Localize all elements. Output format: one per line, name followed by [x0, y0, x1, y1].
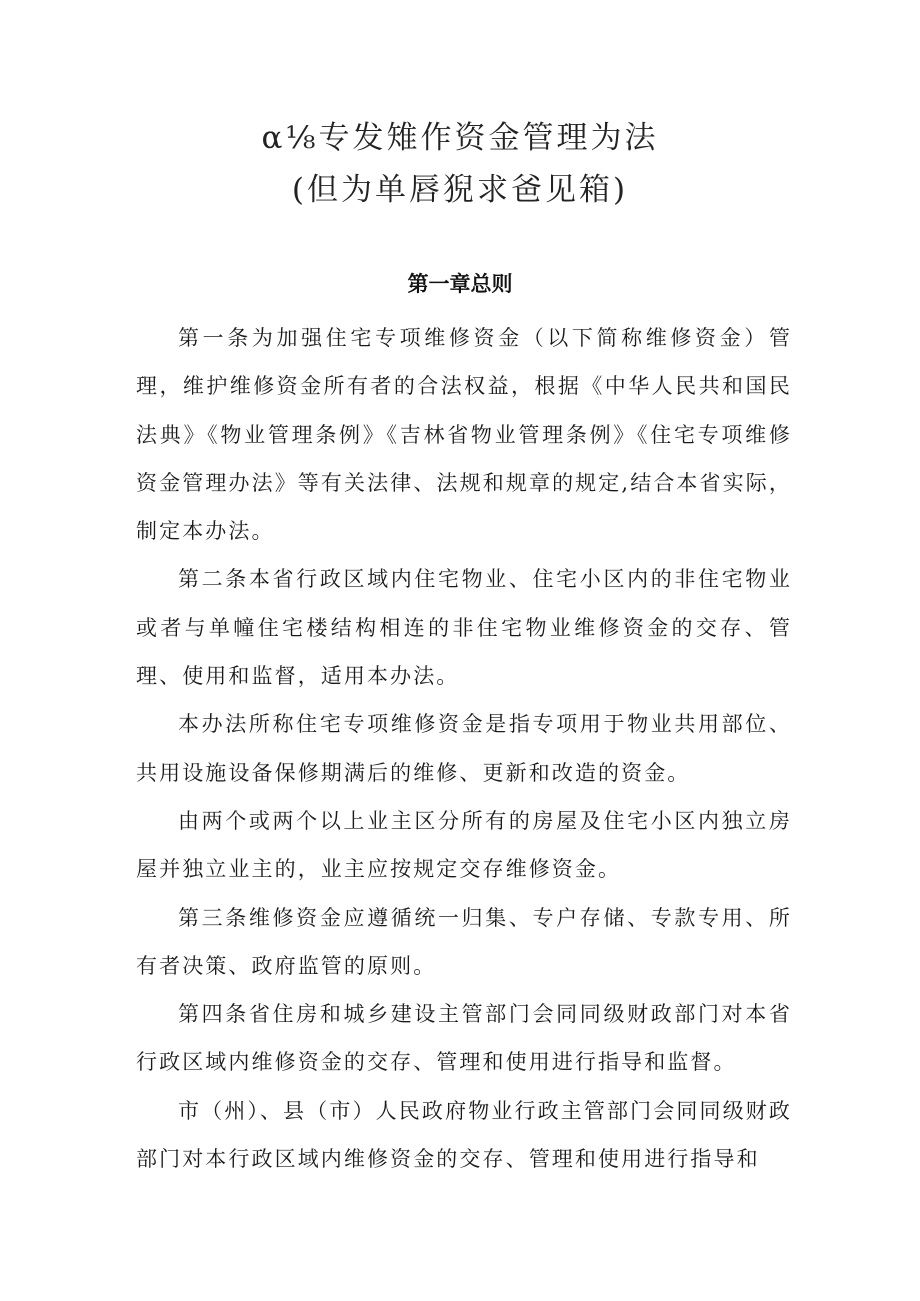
document-body [136, 314, 792, 1183]
document-title [0, 112, 920, 216]
chapter-heading: 第一章总则 [407, 272, 513, 296]
paragraph-city-county: 市（州）、县（市）人民政府物业行政主管部门会同同级财政部门对本行政区域内维修资金的交存、管理和使用进行指导和 [136, 1098, 792, 1172]
paragraph-definition: 本办法所称住宅专项维修资金是指专项用于物业共用部位、共用设施设备保修期满后的维修、更新和改造的资金。 [136, 712, 792, 785]
title-line-2: (但为单唇猊求爸见箱) [291, 172, 629, 208]
paragraph-article-1: 第一条为加强住宅专项维修资金（以下简称维修资金）管理，维护维修资金所有者的合法权益，根据《中华人民共和国民法典》《物业管理条例》《吉林省物业管理条例》《住宅专项维修资金管理办法》等有关法律、法规和规章的规定,结合本省实际，制定本办法。 [136, 326, 792, 544]
paragraph-article-4: 第四条省住房和城乡建设主管部门会同同级财政部门对本省行政区域内维修资金的交存、管理和使用进行指导和监督。 [136, 1002, 792, 1075]
paragraph-article-2: 第二条本省行政区域内住宅物业、住宅小区内的非住宅物业或者与单幢住宅楼结构相连的非住宅物业维修资金的交存、管理、使用和监督，适用本办法。 [136, 567, 792, 689]
paragraph-independent-house: 由两个或两个以上业主区分所有的房屋及住宅小区内独立房屋并独立业主的，业主应按规定交存维修资金。 [136, 808, 792, 882]
title-line-1: α⅛专发雉作资金管理为法 [261, 120, 659, 156]
paragraph-article-3: 第三条维修资金应遵循统一归集、专户存储、专款专用、所有者决策、政府监管的原则。 [136, 905, 792, 978]
